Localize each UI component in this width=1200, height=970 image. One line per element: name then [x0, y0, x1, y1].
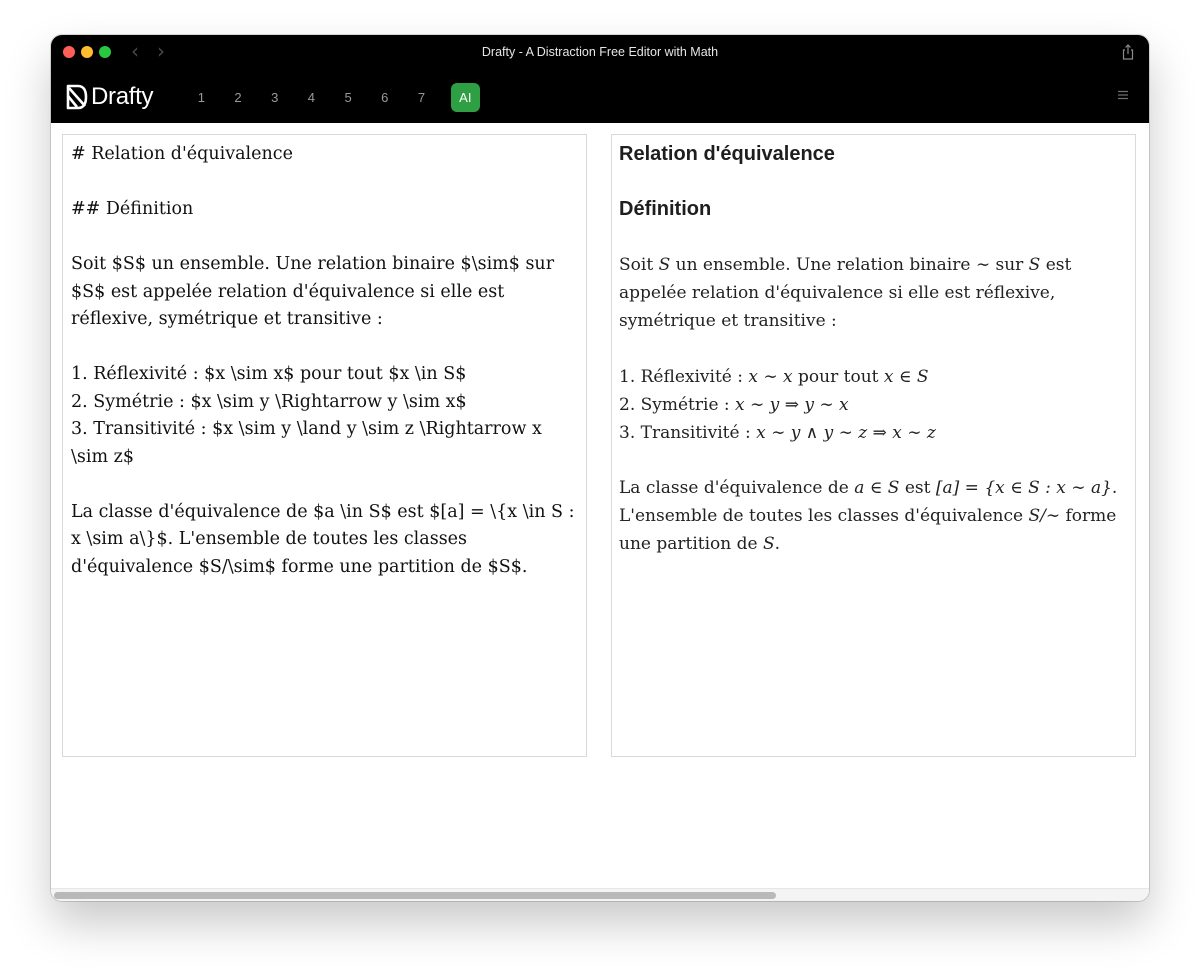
list-item: 2. Symétrie : x ∼ y ⇒ y ∼ x	[619, 394, 849, 415]
ai-button[interactable]: AI	[451, 83, 480, 112]
tab-2[interactable]: 2	[234, 89, 242, 105]
preview-paragraph-classes: La classe d'équivalence de a ∈ S est [a] = {x ∈ S : x ∼ a}. L'ensemble de toutes les classes d'équivalence S/∼ forme une partition de S.	[619, 478, 1118, 554]
preview-paragraph-definition: Soit S un ensemble. Une relation binaire ∼ sur S est appelée relation d'équivalence si elle est réflexive, symétrique et transitive :	[619, 255, 1072, 331]
document-tabs	[183, 81, 480, 113]
horizontal-scrollbar[interactable]	[51, 888, 1149, 901]
chevron-left-icon[interactable]: ‹	[131, 39, 139, 63]
logo-text: Drafty	[91, 83, 154, 110]
tab-3[interactable]: 3	[271, 89, 279, 105]
share-icon[interactable]	[1121, 44, 1135, 60]
tab-4[interactable]: 4	[307, 89, 316, 105]
preview-pane	[611, 134, 1136, 757]
toolbar	[51, 71, 1149, 123]
list-item: 3. Transitivité : x ∼ y ∧ y ∼ z ⇒ x ∼ z	[619, 422, 936, 443]
markdown-editor-pane[interactable]	[62, 134, 587, 757]
tab-7[interactable]: 7	[417, 89, 426, 105]
drafty-logo-icon	[65, 83, 89, 111]
preview-heading-2: Définition	[619, 198, 712, 220]
tab-6[interactable]: 6	[381, 89, 389, 105]
logo	[65, 82, 153, 112]
hamburger-menu-icon[interactable]	[1117, 89, 1129, 101]
tab-1[interactable]: 1	[197, 89, 205, 105]
editor-area	[51, 123, 1149, 901]
scrollbar-thumb[interactable]	[54, 892, 776, 899]
app-window	[51, 35, 1149, 901]
rendered-preview	[612, 135, 1135, 558]
tab-5[interactable]: 5	[344, 89, 352, 105]
preview-property-list	[619, 363, 1127, 447]
list-item: 1. Réflexivité : x ∼ x pour tout x ∈ S	[619, 366, 929, 387]
markdown-source-text[interactable]: # Relation d'équivalence ## Définition Soit $S$ un ensemble. Une relation binaire $\sim$ sur $S$ est appelée relation d'équivalence si elle est réflexive, symétrique et transitive : 1. Réflexivité : $x \sim x$ pour tout $x \in S$ 2. Symétrie : $x \sim y \Rightarrow y \sim x$ 3. Transitivité : $x \sim y \land y \sim z \Rightarrow x \sim z$ La classe d'équivalence de $a \in S$ est $[a] = \{x \in S : x \sim a\}$. L'ensemble de toutes les classes d'équivalence $S/\sim$ forme une partition de $S$.	[71, 144, 575, 577]
window-title: Drafty - A Distraction Free Editor with Math	[481, 45, 719, 59]
chevron-right-icon[interactable]: ›	[157, 39, 165, 63]
title-bar	[51, 35, 1149, 71]
preview-heading-1: Relation d'équivalence	[619, 143, 835, 165]
